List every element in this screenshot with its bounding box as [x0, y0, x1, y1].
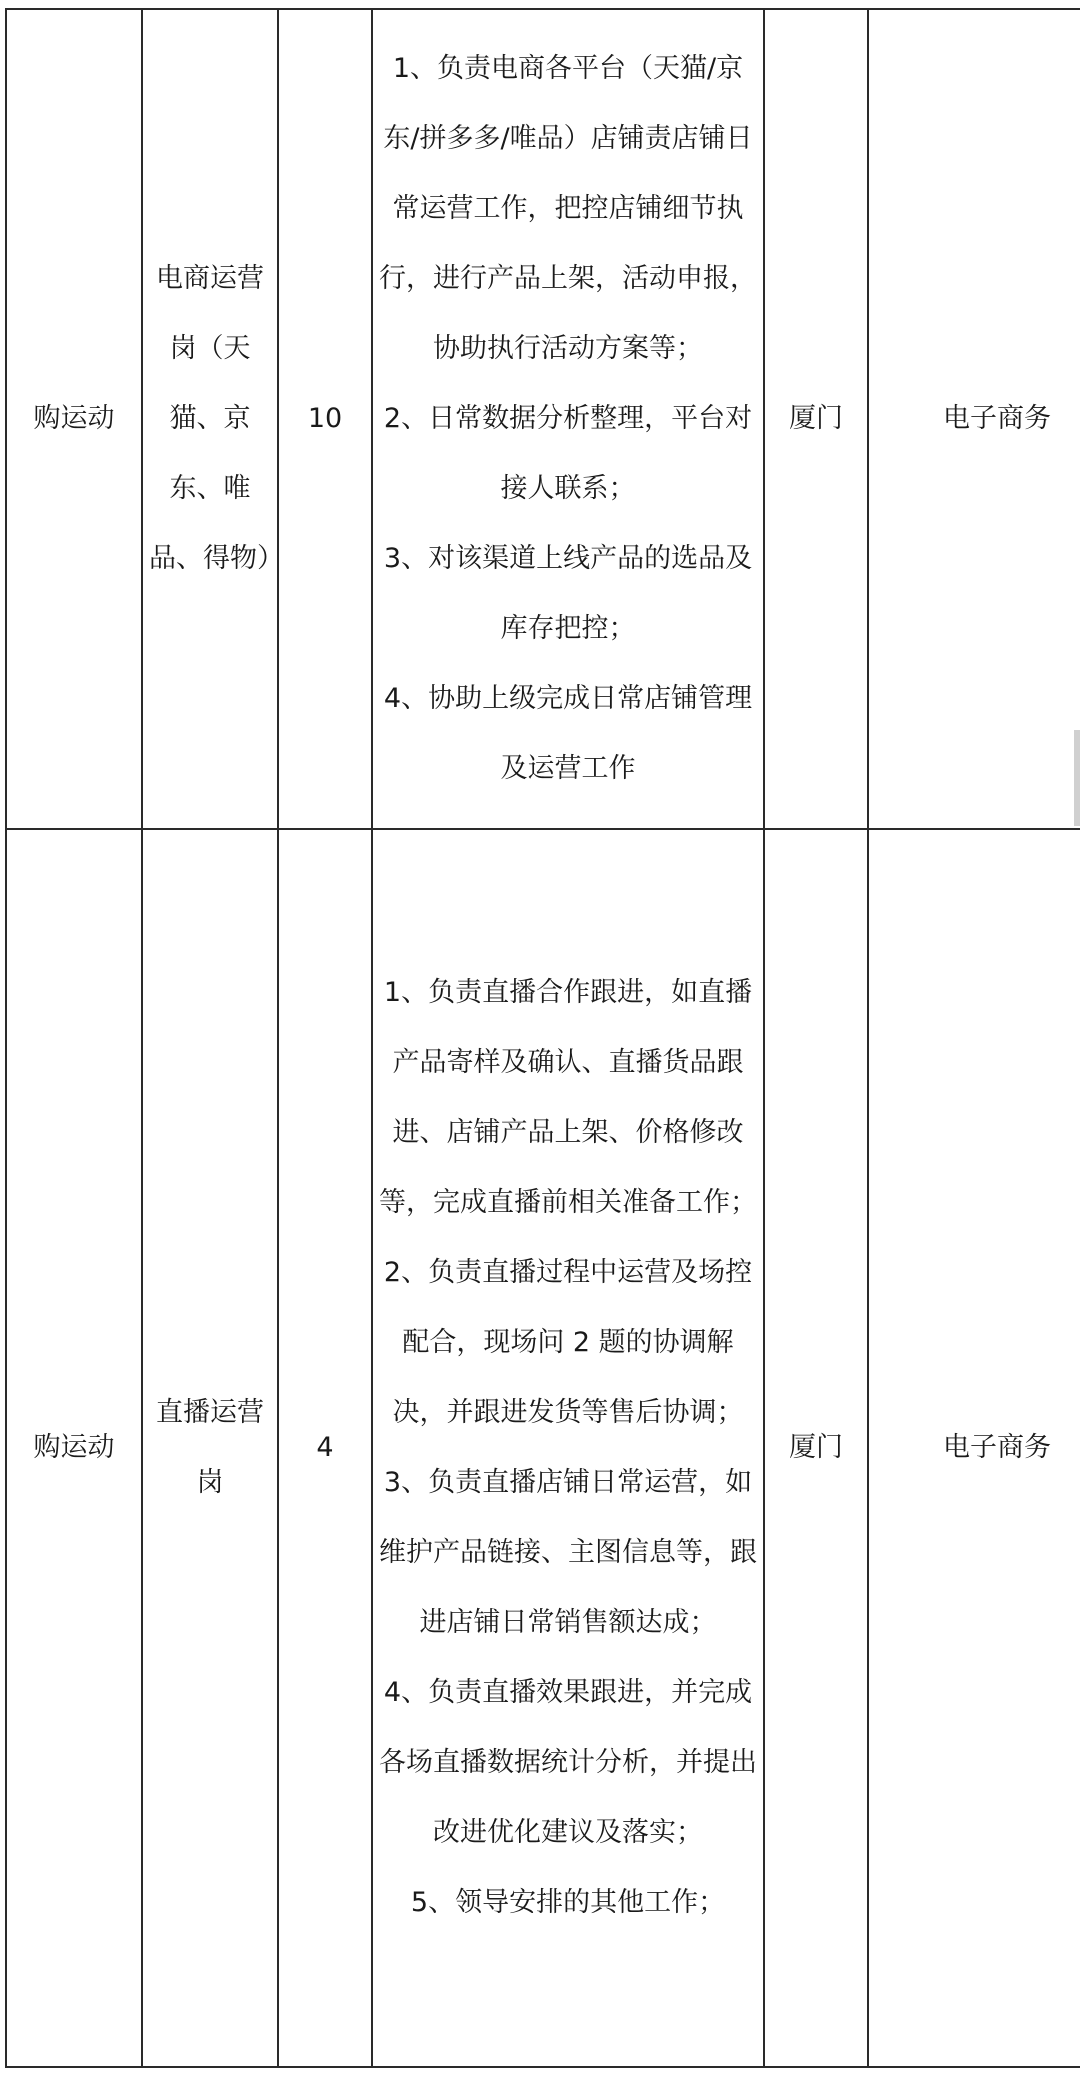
duty-item: 3、对该渠道上线产品的选品及库存把控； — [383, 543, 753, 644]
duty-item: 2、日常数据分析整理，平台对接人联系； — [383, 403, 753, 504]
duty-item: 2、负责直播过程中运营及场控配合，现场问 2 题的协调解决，并跟进发货等售后协调； — [383, 1257, 753, 1428]
count-cell: 4 — [278, 829, 372, 2067]
duty-item: 4、协助上级完成日常店铺管理及运营工作 — [383, 683, 753, 784]
table-row — [6, 829, 1080, 2067]
major-cell: 电子商务 — [868, 829, 1080, 2067]
major-cell: 电子商务 — [868, 9, 1080, 829]
duty-item: 4、负责直播效果跟进，并完成各场直播数据统计分析，并提出改进优化建议及落实； — [379, 1677, 757, 1848]
position-cell: 直播运营岗 — [142, 829, 278, 2067]
city-cell: 厦门 — [764, 9, 868, 829]
position-cell: 电商运营岗（天猫、京东、唯品、得物） — [142, 9, 278, 829]
job-table — [5, 8, 1080, 2068]
city-cell: 厦门 — [764, 829, 868, 2067]
duty-list — [379, 958, 757, 1938]
company-cell: 购运动 — [6, 9, 142, 829]
table-row — [6, 9, 1080, 829]
duty-item: 3、负责直播店铺日常运营，如维护产品链接、主图信息等，跟进店铺日常销售额达成； — [379, 1467, 757, 1638]
duty-cell — [372, 829, 764, 2067]
duty-cell — [372, 9, 764, 829]
duty-item: 1、负责直播合作跟进，如直播产品寄样及确认、直播货品跟进、店铺产品上架、价格修改等，完成直播前相关准备工作； — [379, 977, 757, 1218]
company-cell: 购运动 — [6, 829, 142, 2067]
count-cell: 10 — [278, 9, 372, 829]
duty-item: 5、领导安排的其他工作； — [410, 1887, 726, 1918]
duty-list — [379, 34, 757, 804]
duty-item: 1、负责电商各平台（天猫/京东/拼多多/唯品）店铺责店铺日常运营工作，把控店铺细节执行，进行产品上架，活动申报，协助执行活动方案等； — [379, 53, 757, 364]
